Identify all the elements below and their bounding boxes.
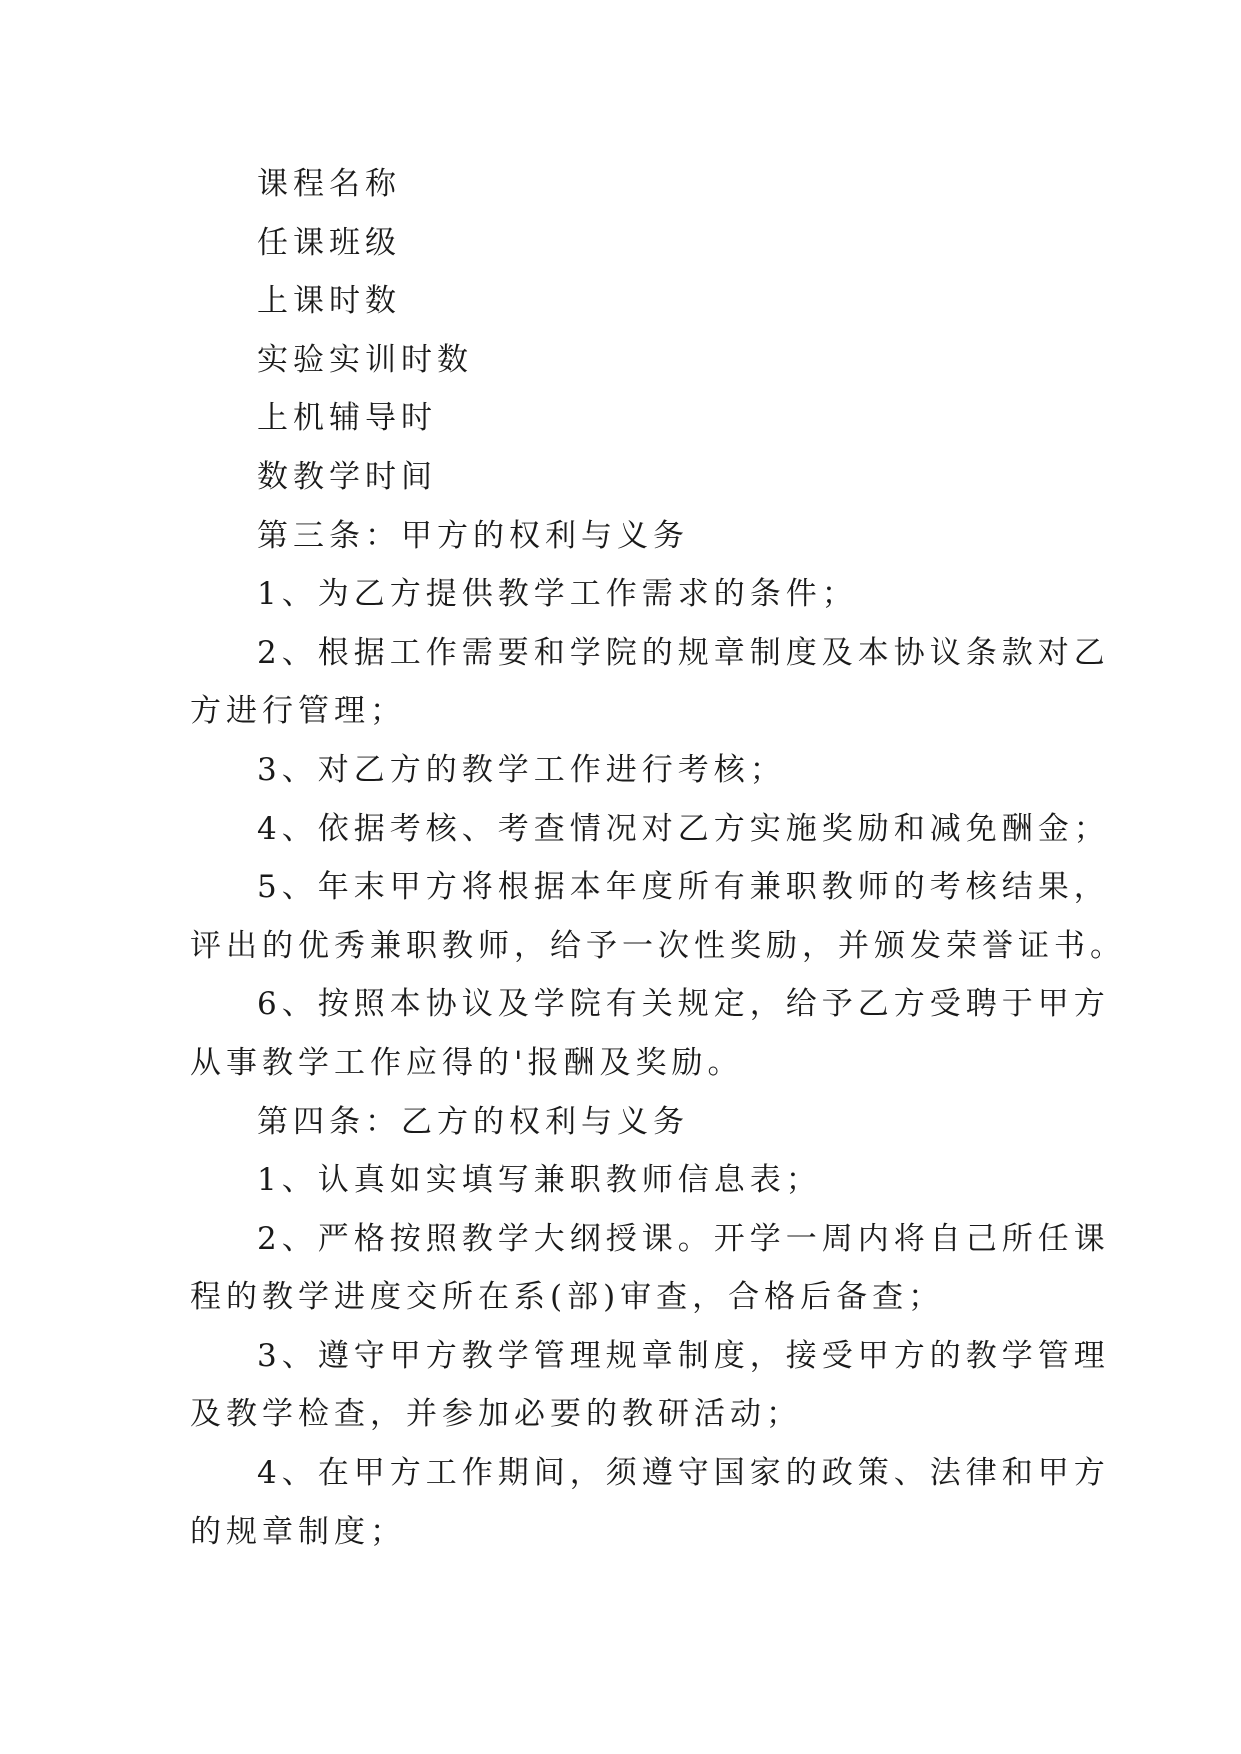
text-line: 5、年末甲方将根据本年度所有兼职教师的考核结果， (257, 869, 1110, 906)
text-line: 任课班级 (257, 224, 401, 261)
text-line: 及教学检查，并参加必要的教研活动； (190, 1396, 802, 1433)
text-line: 4、在甲方工作期间，须遵守国家的政策、法律和甲方 (257, 1455, 1110, 1492)
text-line: 程的教学进度交所在系(部)审查，合格后备查； (190, 1279, 945, 1316)
text-line: 2、严格按照教学大纲授课。开学一周内将自己所任课 (257, 1220, 1110, 1257)
text-line: 3、遵守甲方教学管理规章制度，接受甲方的教学管理 (257, 1337, 1110, 1374)
text-line: 的规章制度； (190, 1513, 406, 1550)
text-line: 第三条：甲方的权利与义务 (257, 517, 689, 554)
text-line: 上课时数 (257, 283, 401, 320)
text-line: 课程名称 (257, 166, 401, 202)
text-line: 3、对乙方的教学工作进行考核； (257, 751, 786, 788)
document-body (190, 155, 1126, 1561)
text-line: 6、按照本协议及学院有关规定，给予乙方受聘于甲方 (257, 986, 1110, 1023)
text-line: 数教学时间 (257, 458, 437, 495)
text-line: 1、认真如实填写兼职教师信息表； (257, 1162, 822, 1199)
text-line: 上机辅导时 (257, 400, 437, 437)
text-line: 1、为乙方提供教学工作需求的条件； (257, 576, 858, 613)
text-line: 方进行管理； (190, 693, 406, 730)
text-line: 从事教学工作应得的'报酬及奖励。 (190, 1044, 744, 1081)
text-line: 实验实训时数 (257, 341, 473, 378)
text-line: 4、依据考核、考查情况对乙方实施奖励和减免酬金； (257, 810, 1110, 847)
text-line: 评出的优秀兼职教师，给予一次性奖励，并颁发荣誉证书。 (190, 927, 1126, 964)
text-line: 第四条：乙方的权利与义务 (257, 1103, 689, 1140)
text-line: 2、根据工作需要和学院的规章制度及本协议条款对乙 (257, 634, 1110, 671)
